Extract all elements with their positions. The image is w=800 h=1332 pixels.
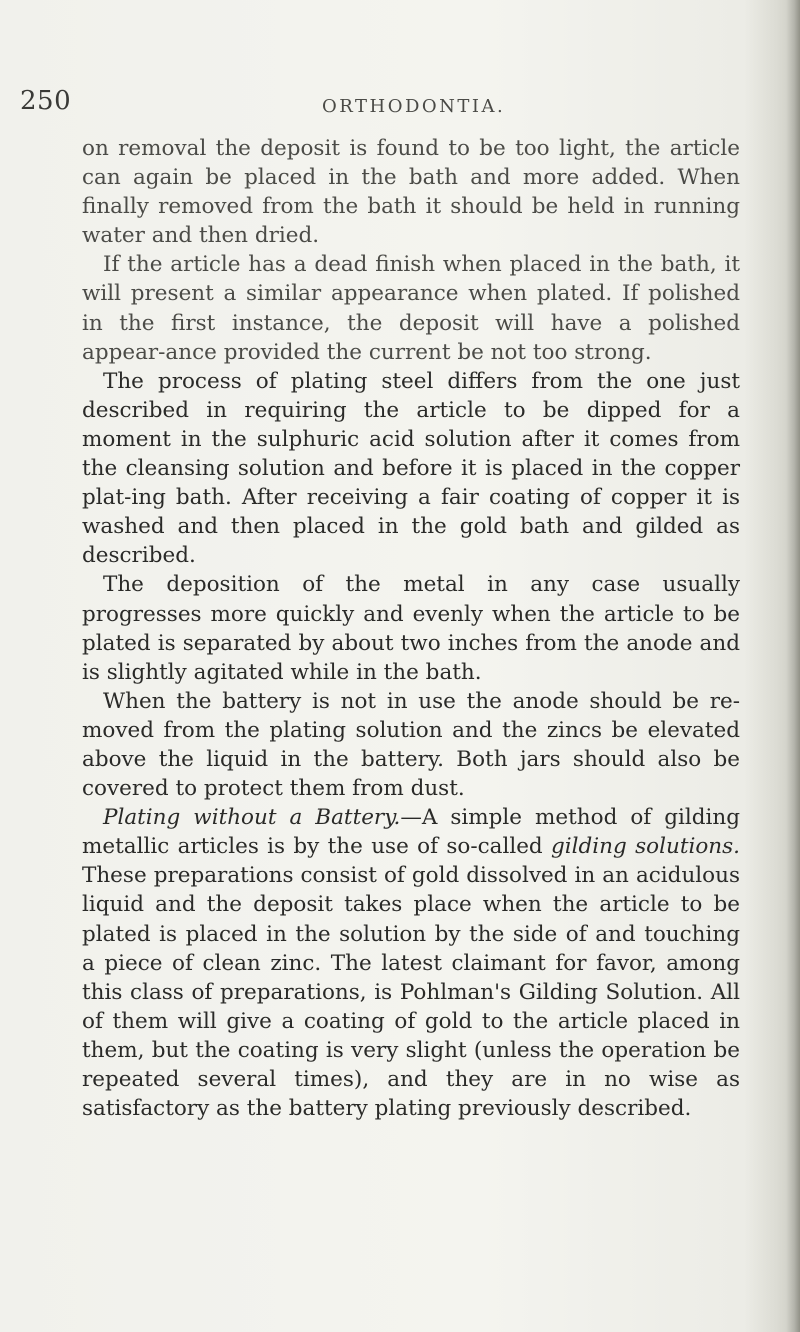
paragraph-1: on removal the deposit is found to be too light, the article can again be placed in the bath and more added. When finally removed from the bath it should be held in running water and then dried. [82, 136, 740, 249]
body-text [82, 134, 740, 1123]
paragraph-4: The deposition of the metal in any case usually progresses more quickly and evenly when the article to be plated is separated by about two inches from the anode and is slightly agitated while in the bath. [82, 572, 740, 685]
section-term: gilding solutions. [551, 834, 740, 860]
page-number: 250 [20, 86, 72, 116]
section-heading: Plating without a Battery. [103, 805, 401, 831]
section-text-before-term: —A simple method of gilding metallic articles is by the use of so-called [82, 805, 741, 860]
paragraph-5: When the battery is not in use the anode should be re-moved from the plating solution and the zincs be elevated above the liquid in the battery. Both jars should also be covered to protect them from dust. [82, 688, 740, 802]
page-edge-shadow [786, 0, 800, 1332]
paragraph-2: If the article has a dead finish when placed in the bath, it will present a similar appearance when plated. If polished in the first instance, the deposit will have a polished appear-ance provided the current be not too strong. [82, 252, 740, 365]
section-text-after-term: These preparations consist of gold dissolved in an acidulous liquid and the deposit takes place when the article to be plated is placed in the solution by the side of and touching a piece of clean zinc. The latest claimant for favor, among this class of preparations, is Pohlman's Gilding Solution. All of them will give a coating of gold to the article placed in them, but the coating is very slight (unless the operation be repeated several times), and they are in no wise as satisfactory as the battery plating previously described. [82, 863, 740, 1122]
running-head: ORTHODONTIA. [322, 96, 506, 117]
paragraph-6 [82, 803, 740, 1123]
paragraph-3: The process of plating steel differs from the one just described in requiring the article to be dipped for a moment in the sulphuric acid solution after it comes from the cleansing solution and before it is placed in the copper plat-ing bath. After receiving a fair coating of copper it is washed and then placed in the gold bath and gilded as described. [82, 368, 740, 569]
